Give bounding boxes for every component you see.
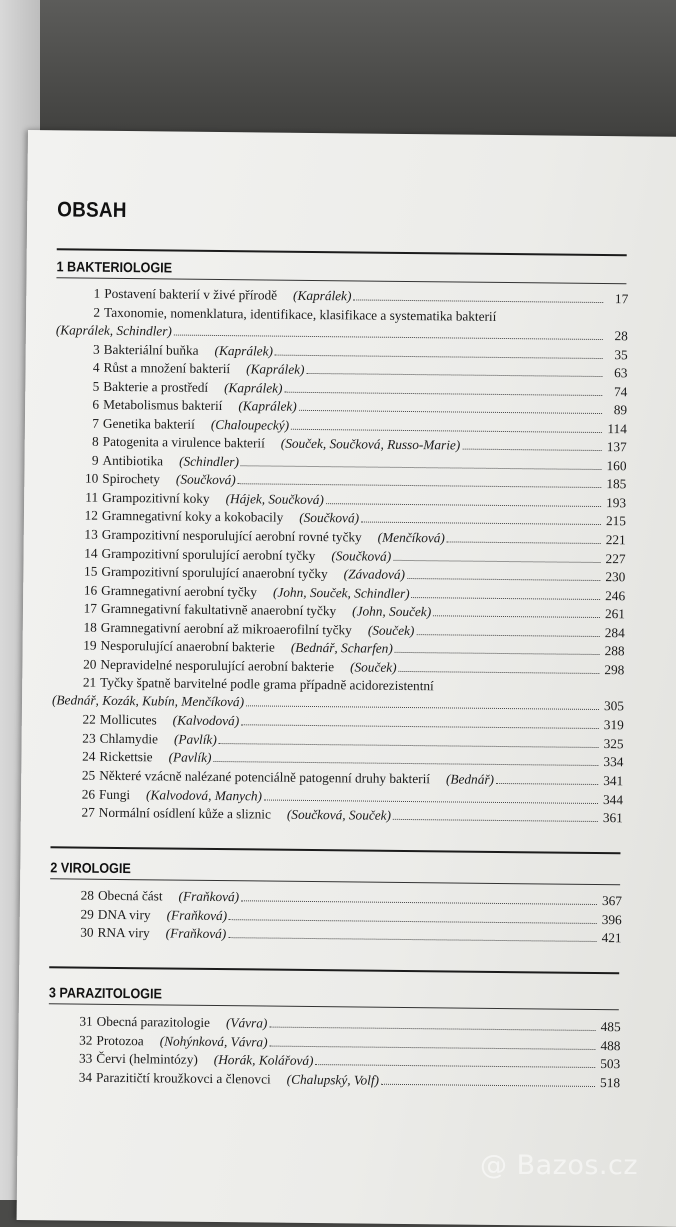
watermark-text: @ Bazos.cz bbox=[480, 1150, 639, 1181]
toc-entry-number: 8 bbox=[92, 433, 99, 450]
toc-entry-title: Antibiotika bbox=[102, 452, 164, 469]
toc-leader-dots bbox=[238, 484, 602, 489]
toc-entry-page: 160 bbox=[606, 457, 627, 474]
toc-entry-number: 21 bbox=[82, 674, 97, 691]
toc-entry-page: 325 bbox=[603, 735, 624, 752]
toc-entry-title: Mollicutes bbox=[99, 712, 157, 728]
toc-leader-dots bbox=[496, 783, 598, 785]
toc-entry-authors: (Kaprálek) bbox=[224, 379, 283, 396]
toc-entry-page: 518 bbox=[600, 1074, 621, 1090]
toc-entry-authors: (John, Souček, Schindler) bbox=[272, 584, 410, 601]
toc-entry-number: 28 bbox=[80, 887, 95, 903]
toc-entry-title: Metabolismus bakterií bbox=[103, 396, 223, 414]
section-rule-top bbox=[50, 846, 620, 854]
section-rule-bottom bbox=[56, 277, 626, 284]
toc-entry-authors: (Souček) bbox=[350, 659, 397, 675]
toc-entry-title: Gramnegativní fakultativně anaerobní tyčky bbox=[100, 600, 337, 619]
toc-leader-dots bbox=[228, 937, 596, 942]
toc-leader-dots bbox=[291, 429, 602, 433]
toc-entry-page: 367 bbox=[601, 893, 623, 909]
toc-entry-authors: (Fraňková) bbox=[165, 925, 227, 942]
toc-entry-page: 28 bbox=[614, 327, 628, 343]
toc-entry bbox=[52, 675, 624, 718]
toc-leader-dots bbox=[174, 334, 603, 339]
toc-entry-number: 32 bbox=[79, 1032, 93, 1048]
toc-entry-title: Postavení bakterií v živé přírodě bbox=[104, 285, 278, 303]
toc-entry-authors: (Kaprálek) bbox=[246, 361, 305, 378]
section-rule-top bbox=[57, 248, 627, 256]
toc-entry-number: 4 bbox=[92, 359, 100, 375]
toc-entry-page: 230 bbox=[605, 569, 626, 585]
toc-entry-page: 396 bbox=[601, 911, 622, 927]
toc-entry-authors: (Souček, Součková, Russo-Marie) bbox=[280, 435, 461, 453]
book-page bbox=[17, 130, 676, 1227]
toc-entry-line bbox=[52, 693, 624, 715]
toc-entry-authors: (Součková) bbox=[175, 471, 236, 488]
toc-entry-title: Normální osídlení kůže a sliznic bbox=[98, 804, 272, 822]
toc-leader-dots bbox=[269, 1027, 595, 1031]
toc-entry-page: 305 bbox=[603, 698, 625, 714]
toc-entry-title: RNA viry bbox=[97, 924, 150, 941]
toc-entry-title: Gramnegativní aerobní tyčky bbox=[101, 582, 258, 600]
toc-leader-dots bbox=[264, 799, 598, 803]
toc-entry-title: Nesporulující anaerobní bakterie bbox=[100, 638, 275, 655]
toc-entry-title: DNA viry bbox=[97, 906, 151, 922]
toc-entry-title: Grampozitivní sporulující anaerobní tyčky bbox=[101, 563, 328, 582]
toc-entry-title: Bakteriální buňka bbox=[103, 341, 199, 358]
toc-entry-title: Tyčky špatně barvitelné podle grama případně acidorezistentní bbox=[100, 675, 434, 694]
toc-section-entries bbox=[49, 887, 622, 949]
toc-leader-dots bbox=[416, 634, 599, 637]
toc-entry-number: 14 bbox=[84, 545, 98, 561]
toc-leader-dots bbox=[447, 541, 601, 544]
section-rule-bottom bbox=[50, 878, 620, 885]
toc-leader-dots bbox=[393, 559, 600, 562]
toc-entry-number: 30 bbox=[80, 924, 94, 940]
toc-entry-page: 221 bbox=[605, 532, 626, 548]
toc-entry-title: Spirochety bbox=[102, 471, 161, 487]
toc-entry-authors: (Menčíková) bbox=[377, 529, 445, 546]
toc-entry-title: Grampozitivní nesporulující aerobní rovné tyčky bbox=[101, 526, 362, 545]
toc-entry-authors: (Kalvodová) bbox=[172, 712, 240, 729]
toc-entry-title: Růst a množení bakterií bbox=[103, 359, 231, 377]
toc-entry-authors: (Fraňková) bbox=[166, 907, 228, 923]
toc-leader-dots bbox=[381, 1083, 595, 1086]
toc-leader-dots bbox=[241, 465, 602, 470]
toc-entry-number: 22 bbox=[82, 711, 96, 728]
toc-entry-title: Nepravidelné nesporulující aerobní bakterie bbox=[100, 656, 335, 675]
toc-entry-authors: (Vávra) bbox=[225, 1015, 268, 1031]
toc-entry-title: Grampozitivní sporulující aerobní tyčky bbox=[101, 545, 316, 563]
toc-entry-number: 15 bbox=[84, 563, 98, 579]
toc-entry-authors: (Kaprálek) bbox=[293, 287, 352, 304]
toc-entry-number: 19 bbox=[83, 637, 97, 654]
toc-entry-number: 26 bbox=[81, 786, 96, 802]
toc-entry-number: 33 bbox=[78, 1050, 93, 1066]
toc-entry-number: 25 bbox=[81, 767, 96, 783]
toc-entry-page: 288 bbox=[604, 643, 625, 659]
toc-leader-dots bbox=[213, 761, 598, 766]
toc-entry-authors: (Pavlík) bbox=[168, 749, 212, 766]
toc-entry-page: 63 bbox=[614, 365, 628, 381]
toc-leader-dots bbox=[315, 1064, 595, 1068]
toc-entry-number: 13 bbox=[84, 526, 98, 542]
section-heading: 3 PARAZITOLOGIE bbox=[48, 984, 162, 1002]
toc-entry-page: 488 bbox=[600, 1037, 621, 1053]
toc-entry-authors: (Součková) bbox=[299, 510, 360, 526]
section-heading: 2 VIROLOGIE bbox=[50, 859, 131, 877]
toc-entry-page: 284 bbox=[604, 624, 625, 641]
toc-entry-authors: (Nohýnková, Vávra) bbox=[159, 1032, 268, 1050]
toc-leader-dots bbox=[241, 725, 599, 730]
toc-entry-page: 35 bbox=[614, 346, 628, 362]
toc-entry-authors: (Závadová) bbox=[343, 566, 406, 583]
toc-leader-dots bbox=[241, 900, 597, 905]
toc-entry-page: 421 bbox=[601, 930, 622, 946]
toc-entry-page: 485 bbox=[600, 1019, 621, 1035]
toc-entry-authors: (Pavlík) bbox=[173, 731, 217, 747]
toc-entry-number: 16 bbox=[83, 582, 98, 598]
toc-entry-page: 319 bbox=[603, 717, 624, 733]
toc-leader-dots bbox=[407, 578, 600, 581]
toc-entry bbox=[56, 304, 628, 347]
toc-entry-title: Některé vzácně nalézané potenciálně patogenní druhy bakterií bbox=[99, 767, 431, 787]
toc-entry-title: Grampozitivní koky bbox=[102, 489, 210, 506]
toc-entry-page: 74 bbox=[613, 383, 628, 399]
toc-entry-number: 9 bbox=[91, 452, 99, 468]
toc-entry-number: 6 bbox=[92, 396, 100, 412]
toc-leader-dots bbox=[353, 299, 603, 303]
background-top bbox=[0, 0, 676, 150]
toc-entry-number: 23 bbox=[82, 730, 96, 746]
toc-entry-authors: (Kaprálek) bbox=[238, 398, 297, 415]
toc-entry-page: 227 bbox=[605, 550, 626, 566]
toc-entry-title: Chlamydie bbox=[99, 730, 159, 747]
toc-entry-authors: (Bednář) bbox=[445, 771, 495, 787]
toc-entry-number: 1 bbox=[93, 285, 101, 301]
toc-entry-page: 114 bbox=[607, 420, 627, 437]
toc-entry-page: 246 bbox=[605, 587, 626, 603]
toc-entry-line bbox=[56, 322, 628, 344]
toc-entry-number: 29 bbox=[80, 906, 94, 922]
toc-leader-dots bbox=[399, 671, 600, 674]
toc-entry-page: 137 bbox=[606, 439, 627, 455]
toc-leader-dots bbox=[229, 919, 597, 924]
toc-leader-dots bbox=[393, 819, 598, 822]
toc-entry-number: 24 bbox=[82, 749, 96, 765]
toc-entry-title: Bakterie a prostředí bbox=[103, 378, 209, 395]
toc-entry-number: 10 bbox=[84, 470, 99, 487]
toc-entry-title: Gramnegativní koky a kokobacily bbox=[101, 508, 284, 526]
section-rule-bottom bbox=[49, 1003, 619, 1010]
toc-entry-authors: (Bednář, Scharfen) bbox=[290, 640, 393, 657]
toc-leader-dots bbox=[462, 449, 601, 451]
toc-entry-page: 344 bbox=[602, 791, 624, 807]
toc-leader-dots bbox=[246, 706, 599, 711]
toc-leader-dots bbox=[433, 615, 600, 618]
toc-entry-title: Obecná parazitologie bbox=[96, 1013, 211, 1030]
toc-entry-title: Protozoa bbox=[96, 1032, 144, 1048]
toc-entry-page: 215 bbox=[605, 513, 627, 529]
toc-entry-title: Fungi bbox=[98, 786, 131, 802]
toc-entry-title: Taxonomie, nomenklatura, identifikace, klasifikace a systematika bakterií bbox=[104, 304, 497, 324]
toc-entry-number: 12 bbox=[84, 508, 99, 524]
toc-leader-dots bbox=[299, 410, 602, 414]
toc-entry-page: 185 bbox=[606, 476, 627, 492]
toc-entry-number: 5 bbox=[92, 378, 100, 394]
toc-leader-dots bbox=[306, 373, 602, 377]
toc-leader-dots bbox=[284, 391, 602, 395]
toc-entry-number: 7 bbox=[92, 415, 100, 431]
toc-leader-dots bbox=[275, 354, 603, 358]
toc-entry-page: 17 bbox=[614, 291, 629, 307]
toc-entry-number: 17 bbox=[83, 600, 98, 616]
toc-entry-page: 341 bbox=[603, 773, 624, 789]
toc-entry-number: 11 bbox=[85, 489, 99, 505]
toc-entry-number: 34 bbox=[78, 1069, 93, 1085]
toc-entry-authors: (Schindler) bbox=[179, 453, 240, 470]
toc-entry-authors: (Součková) bbox=[331, 547, 392, 564]
section-rule-top bbox=[49, 966, 619, 974]
toc-leader-dots bbox=[270, 1045, 596, 1049]
toc-leader-dots bbox=[326, 503, 601, 507]
toc-entry-title: Obecná část bbox=[97, 887, 163, 904]
toc-entry-authors: (Chaloupecký) bbox=[210, 416, 290, 433]
toc-entry-authors: (Součková, Souček) bbox=[286, 806, 392, 823]
section-heading: 1 BAKTERIOLOGIE bbox=[56, 258, 173, 276]
toc-entry-title: Patogenita a virulence bakterií bbox=[102, 434, 265, 451]
toc-entry-title: Genetika bakterií bbox=[102, 415, 195, 432]
toc-entry-page: 503 bbox=[600, 1056, 621, 1072]
toc-leader-dots bbox=[395, 652, 600, 655]
toc-entry-authors: (Fraňková) bbox=[178, 888, 240, 905]
page-title: OBSAH bbox=[57, 198, 127, 223]
toc-entry-page: 334 bbox=[603, 754, 624, 770]
toc-entry-number: 31 bbox=[79, 1013, 93, 1029]
toc-entry-title: Parazitičtí kroužkovci a členovci bbox=[96, 1069, 271, 1087]
toc-entry-title: Gramnegativní aerobní až mikroaerofilní tyčky bbox=[100, 619, 352, 638]
toc-section-entries bbox=[48, 1013, 621, 1093]
toc-entry-page: 193 bbox=[606, 494, 627, 511]
toc-entry-authors: (Chalupský, Volf) bbox=[286, 1071, 380, 1088]
toc-entry-number: 3 bbox=[92, 341, 100, 357]
toc-entry-page: 89 bbox=[613, 402, 628, 418]
toc-entry-page: 298 bbox=[604, 661, 625, 678]
toc-entry-title: Červi (helmintózy) bbox=[96, 1050, 198, 1067]
toc-leader-dots bbox=[361, 522, 601, 526]
toc-entry-number: 27 bbox=[81, 804, 95, 820]
toc-entry-authors: (Bednář, Kozák, Kubín, Menčíková) bbox=[51, 692, 245, 710]
toc-entry-authors: (Souček) bbox=[367, 622, 415, 638]
toc-entry-authors: (Horák, Kolářová) bbox=[213, 1052, 314, 1069]
toc-entry-title: Rickettsie bbox=[99, 749, 153, 765]
toc-entry-authors: (Kaprálek) bbox=[214, 342, 274, 359]
toc-entry-number: 20 bbox=[83, 656, 97, 672]
toc-leader-dots bbox=[412, 597, 601, 600]
toc-section-entries bbox=[51, 285, 629, 829]
toc-leader-dots bbox=[219, 743, 599, 748]
toc-entry-authors: (Kalvodová, Manych) bbox=[146, 786, 263, 804]
toc-entry-authors: (Kaprálek, Schindler) bbox=[55, 321, 172, 339]
toc-entry-page: 261 bbox=[604, 606, 626, 622]
toc-entry-page: 361 bbox=[602, 810, 623, 826]
toc-entry-number: 2 bbox=[93, 304, 101, 320]
toc-entry-number: 18 bbox=[83, 619, 97, 635]
toc-entry-authors: (John, Souček) bbox=[352, 603, 432, 620]
toc-entry-authors: (Hájek, Součková) bbox=[225, 491, 324, 508]
